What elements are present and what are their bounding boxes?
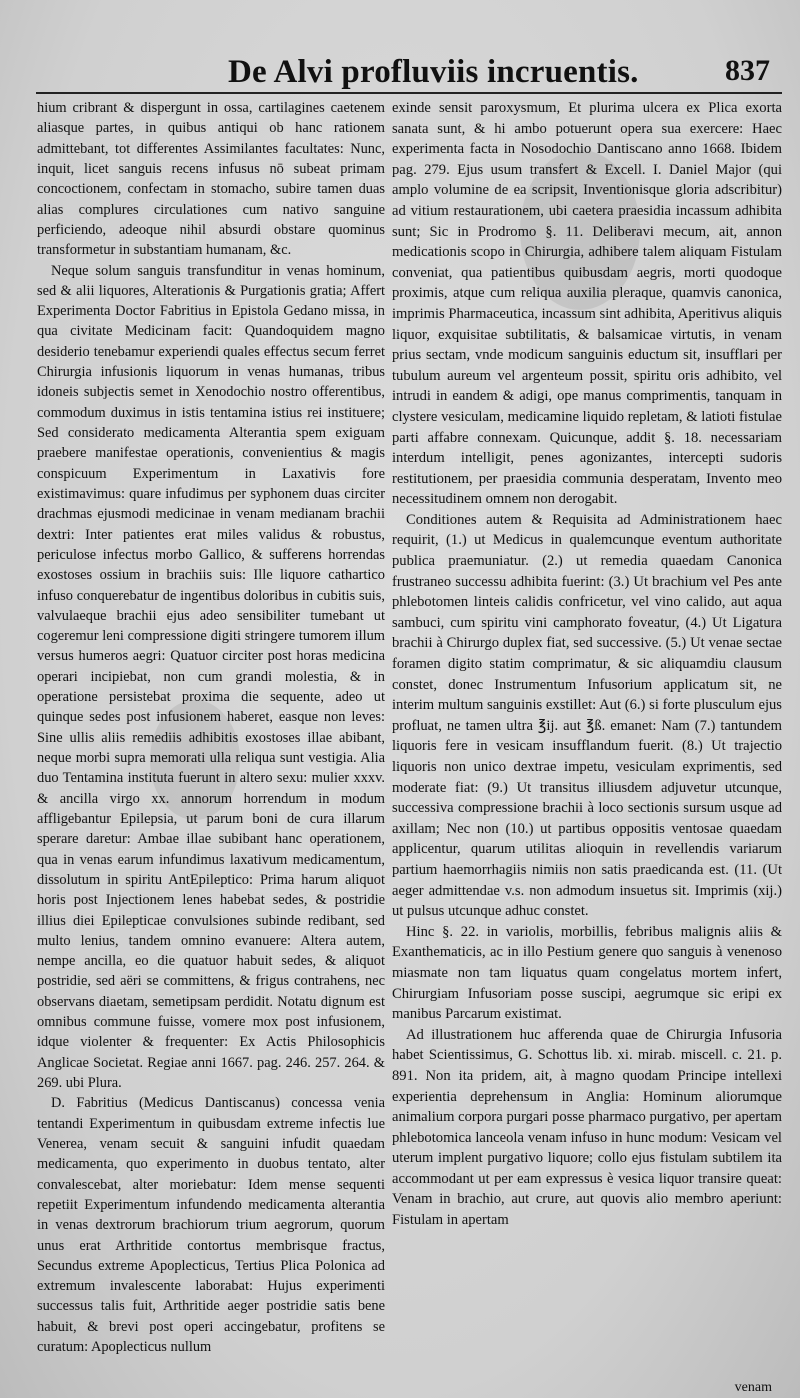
left-paragraph: D. Fabritius (Medicus Dantiscanus) concessa venia tentandi Experimentum in quibusdam extreme infectis lue Venerea, venam secuit & sanguini infudit quaedam medicamenta, quo experimento in duobus tentato, alter convalescebat, alter moriebatur: Idem mense sequenti repetiit Experimentum infundendo medicamenta alterantia in venas dextrorum brachiorum trium aegrorum, quorum unus erat Arthritide contortus membrisque fractus, Secundus extreme Apoplecticus, Tertius Plica Polonica ad extremum invalescente laborabat: Hujus experimenti successus talis fuit, Arthritide aeger postridie satis bene habuit, & brevi post operi accingebatur, profitens se curatum: Apoplecticus nullum [37, 1095, 385, 1356]
header-rule [36, 92, 782, 94]
right-paragraph: Conditiones autem & Requisita ad Administrationem haec requirit, (1.) ut Medicus in qualemcunque eventum authoritate publica praemuniatur. (2.) ut remedia quaedam Canonica frustraneo successu adhibita fuerint: (3.) Ut brachium vel Pes ante phlebotomen linteis calidis confricetur, vel vino calido, aut aqua sambuci, cum spiritu vini camphorato foveatur, (4.) Ut Ligatura brachii à Chirurgo duplex fiat, sed successive. (5.) Ut venae sectae foramen digito statim comprimatur, & sic aliquamdiu clausum constet, donec Instrumentum Infusorium applicatum sit, ne interim multum sanguinis exstillet: Aut (6.) si forte plusculum ejus profluat, ne tamen ultra ℥ij. aut ℥ß. emanet: Nam (7.) tantundem liquoris fere in vesicam insufflandum fuerit. (8.) Ut trajectio liquoris non unico dextrae impetu, vesiculam exprimentis, sed moderate fiat: (9.) Ut transitus illiusdem adjuvetur utcunque, successiva compressione brachii à loco sectionis sursum usque ad axillam; Nec non (10.) ut partibus oppositis ventosae quaedam applicentur, quarum utilitas alioquin in revellendis variarum partium haemorrhagiis nimiis non satis praedicanda est. (11. (Ut aeger admittendae v.s. non admodum insuetus sit. Imprimis (xij.) ut pulsus utcunque adhuc constet. [392, 511, 782, 920]
catchword: venam [734, 1380, 772, 1395]
page-number: 837 [725, 54, 770, 87]
right-paragraph: Hinc §. 22. in variolis, morbillis, febribus malignis aliis & Exanthematicis, ac in illo Pestium genere quo sanguis à venenoso miasmate non tam liquatus quam congelatus mortem infert, Chirurgiam Infusoriam posse suscipi, aegrumque sic eripi ex manibus Parcarum existimat. [392, 923, 782, 1023]
right-paragraph: exinde sensit paroxysmum, Et plurima ulcera ex Plica exorta sanata sunt, & hi ambo potuerunt opera sua exercere: Haec experimenta facta in Nosodochio Dantiscano anno 1668. Ibidem pag. 279. Ejus usum transfert & Excell. I. Daniel Major (qui amplo volumine de ea scripsit, Inventionisque gloria adscribitur) ad vitium restaurationem, ubi caetera praesidia incassum adhibita sunt; Sic in Prodromo §. 11. Deliberavi mecum, ait, annon medicationis scopo in Chirurgia, adhibere talem aliquam Fistulam conveniat, qua patientibus quibusdam aegris, morti quodoque proximis, atque cum reliqua auxilia pleraque, quamvis canonica, imprimis Pharmaceutica, incassum sint adhibita, Aperitivus aliquis liquor, exquisitae subtilitatis, & balsamicae virtutis, in venam prius sectam, vnde modicum sanguinis eductum sit, insufflari per tubulum aureum vel argenteum possit, spiritu oris adhibito, vel intrudi in eandem & adigi, ope manus comprimentis, tanquam in clystere vesiculam, medicamine liquido repletam, & latioti fistulae parti affabre connexam. Quicunque, addit §. 18. necessariam interdum intelligit, penes agonizantes, intercepti sudoris restitutionem, per praesidia communia desperatam, Invento meo necessitudinem omnem non derogabit. [392, 100, 782, 508]
page-header [0, 52, 800, 92]
left-paragraph: Neque solum sanguis transfunditur in venas hominum, sed & alii liquores, Alterationis & Purgationis gratia; Affert Experimenta Doctor Fabritius in Epistola Gedano missa, in qua civitate Medicinam facit: Quandoquidem magno desiderio tenebamur experiendi quales effectus secum ferret Chirurgia infusionis liquorum in venas humanas, tribus idoneis subjectis semet in Xenodochio nostro offerentibus, commodum duximus in istis tentamina istius rei instituere; Sed considerato medicamenta Alterantia spem exiguam praebere manifestae operationis, convenientius & magis conspicuum Experimentum in Laxativis fore existimavimus: quare infudimus per syphonem duas circiter drachmas ejusmodi medicinae in venam medianam brachii dextri: Inter patientes erat miles validus & robustus, periculose infectus morbo Gallico, & sufferens horrendas exostoses ossium in brachiis suis: Ille liquore cathartico infuso conquerebatur de ingentibus doloribus in cubitis suis, valvulaeque brachii ejus adeo sensibiliter tumebant ut cogeremur leni compressione digiti stringere tumorem illum versus humeros aegri: Quatuor circiter post horas medicina operari incipiebat, non cum grandi molestia, & in operatione persistebat proxima die sequente, adeo ut quinque sedes post infusionem haberet, easque non leves: Sine ullis aliis remediis adhibitis exostoses illae abibant, neque morbi supra memorati ulla reliqua sunt vestigia. Alia duo Tentamina instituta fuerunt in altero sexu: mulier xxxv. & ancilla virgo xx. annorum horrendum in modum affligebantur Epilepsia, ut parum boni de cura illarum sperare daretur: Ambae illae subibant hanc operationem, qua in venas earum infundimus laxativum medicamentum, dissolutum in spiritu AntEpileptico: Prima harum aliquot horis post Injectionem lenes habebat sedes, & postridie illius diei Epilepticae convulsiones subinde redibant, sed multo lenius, tandem omnino evanuere: Altera autem, nempe ancilla, eo die quatuor habuit sedes, & aliquot postridie, sed aëri se committens, & frigus contrahens, nec observans diaetam, semetipsam perdidit. Notatu dignum est omnibus commune fuisse, vomere mox post infusionem, idque violenter & frequenter: Ex Actis Philosophicis Anglicae Societat. Regiae anni 1667. pag. 246. 257. 264. & 269. ubi Plura. [37, 262, 385, 1091]
left-paragraph: hium cribrant & dispergunt in ossa, cartilagines caetenem aliasque partes, in quibus antiqui ob hanc rationem admittebant, tot differentes Assimilantes facultates: Nunc, inquit, licet sanguis recens infusus nō subeat primam concoctionem, confectam in stomacho, subire tamen duas alias complures circulationes cum nativo sanguine perficiendo, adeoque nihil absurdi obstare quominus transformetur in substantiam humanam, &c. [37, 100, 385, 259]
right-column [392, 98, 782, 1231]
right-paragraph: Ad illustrationem huc afferenda quae de Chirurgia Infusoria habet Scientissimus, G. Schottus lib. xi. mirab. miscell. c. 21. p. 891. Non ita pridem, ait, à magno quodam Principe intellexi experientia deprehensum in Anglia: Hominum aliorumque animalium corpora purgari posse pharmaco purgativo, per apertam phlebotomica lanceola venam infuso in hunc modum: Vesicam vel uterum implent purgativo liquore; collo ejus fistulam subtilem ita accommodant ut per eam expressus è vesica liquor transire queat: Venam in brachio, aut crure, aut quovis alio membro aperiunt: Fistulam in apertam [392, 1026, 782, 1229]
left-column [37, 98, 385, 1357]
running-title: De Alvi profluviis incruentis. [228, 54, 639, 90]
